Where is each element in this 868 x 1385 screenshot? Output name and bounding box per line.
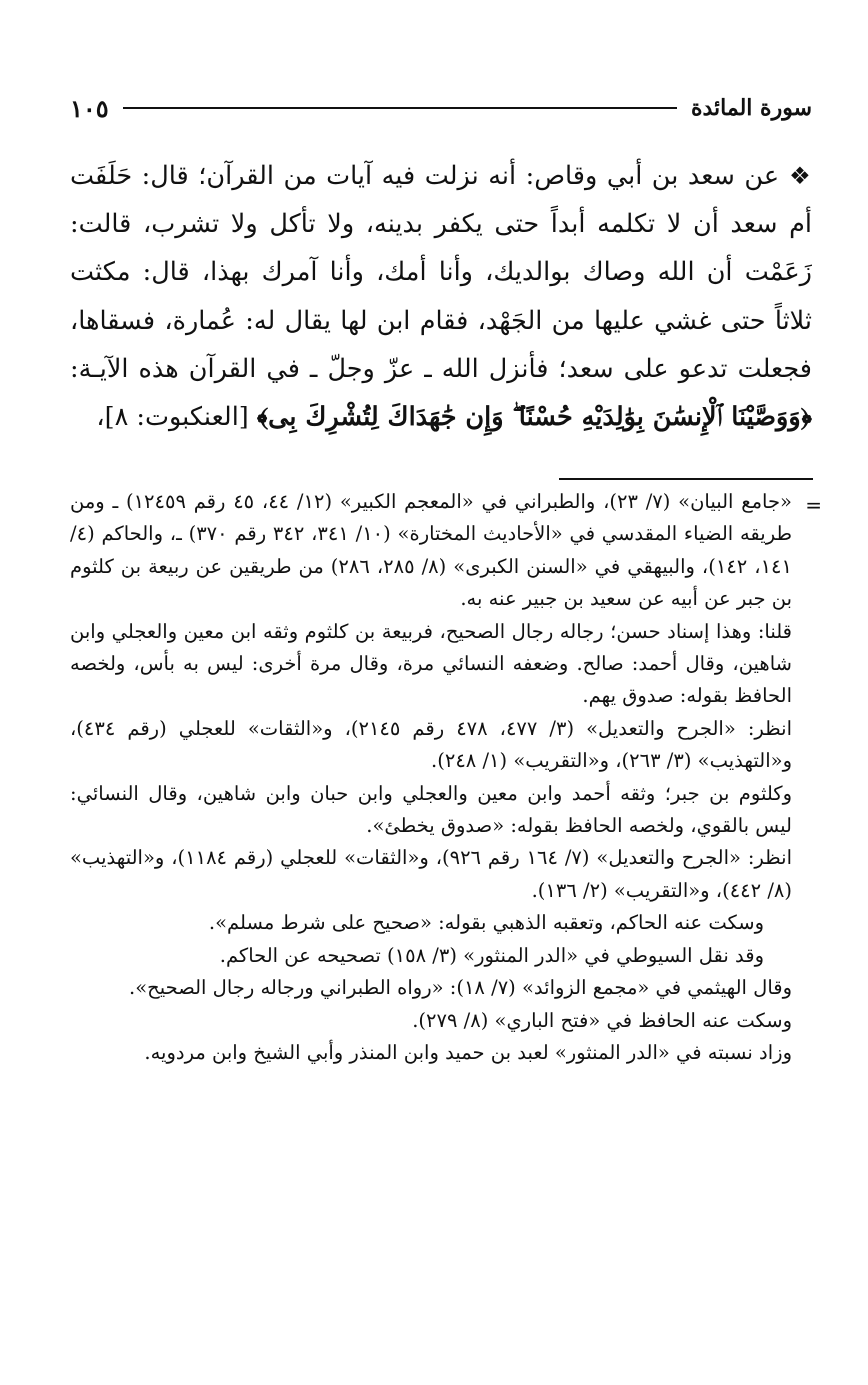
quran-verse: ﴿وَوَصَّيْنَا ٱلْإِنسَٰنَ بِوَٰلِدَيْهِ حُسْنًا ۖ وَإِن جَٰهَدَاكَ لِتُشْرِكَ بِى﴾ — [256, 402, 812, 433]
footnote-paragraph: وقد نقل السيوطي في «الدر المنثور» (٣/ ١٥٨) تصحيحه عن الحاكم. — [219, 943, 764, 967]
footnote-paragraph: انظر: «الجرح والتعديل» (٧/ ١٦٤ رقم ٩٢٦)، و«الثقات» للعجلي (رقم ١١٨٤)، و«التهذيب» (٨/ ٤٤٢)، و«التقريب» (٢/ ١٣٦). — [70, 846, 793, 902]
footnote-paragraph: قلنا: وهذا إسناد حسن؛ رجاله رجال الصحيح، فربيعة بن كلثوم وثقه ابن معين والعجلي وابن شاهين، وقال أحمد: صالح. وضعفه النسائي مرة، وقال مرة أخرى: ليس به بأس، ولخصه الحافظ بقوله: صدوق يهم. — [70, 619, 792, 708]
footnote-separator — [559, 478, 813, 480]
footnote-paragraph: وسكت عنه الحاكم، وتعقبه الذهبي بقوله: «صحيح على شرط مسلم». — [208, 911, 764, 935]
footnote-paragraph: وزاد نسبته في «الدر المنثور» لعبد بن حميد وابن المنذر وأبي الشيخ وابن مردويه. — [144, 1040, 792, 1064]
footnotes — [70, 486, 792, 1069]
footnote-paragraph: وسكت عنه الحافظ في «فتح الباري» (٨/ ٢٧٩). — [412, 1008, 792, 1032]
header-rule — [123, 107, 677, 109]
continuation-mark: = — [805, 493, 822, 517]
verse-citation: [العنكبوت: ٨]، — [96, 402, 249, 433]
footnote-paragraph: انظر: «الجرح والتعديل» (٣/ ٤٧٧، ٤٧٨ رقم ٢١٤٥)، و«الثقات» للعجلي (رقم ٤٣٤)، و«التهذيب» (٣/ ٢٦٣)، و«التقريب» (١/ ٢٤٨). — [70, 716, 792, 773]
ornament-icon: ❖ — [789, 162, 813, 190]
running-header — [70, 88, 812, 128]
main-text — [70, 152, 812, 441]
footnote-paragraph: وكلثوم بن جبر؛ وثقه أحمد وابن معين والعجلي وابن حبان وابن شاهين، وقال النسائي: ليس بالقوي، ولخصه الحافظ بقوله: «صدوق يخطئ». — [70, 781, 792, 838]
main-paragraph: عن سعد بن أبي وقاص: أنه نزلت فيه آيات من القرآن؛ قال: حَلَفَت أم سعد أن لا تكلمه أبداً حتى يكفر بدينه، ولا تأكل ولا تشرب، قالت: زَعَمْت أن الله وصاك بوالديك، وأنا أمك، وأنا آمرك بهذا، قال: مكثت ثلاثاً حتى غشي عليها من الجَهْد، فقام ابن لها يقال له: عُمارة، فسقاها، فجعلت تدعو على سعد؛ فأنزل الله ـ عزّ وجلّ ـ في القرآن هذه الآيـة: — [70, 161, 813, 384]
surah-title: سورة المائدة — [690, 95, 812, 121]
footnote-paragraph: «جامع البيان» (٧/ ٢٣)، والطبراني في «المعجم الكبير» (١٢/ ٤٤، ٤٥ رقم ١٢٤٥٩) ـ ومن طريقه الضياء المقدسي في «الأحاديث المختارة» (١٠/ ٣٤١، ٣٤٢ رقم ٣٧٠) ـ، والحاكم (٤/ ١٤١، ١٤٢)، والبيهقي في «السنن الكبرى» (٨/ ٢٨٥، ٢٨٦) من طريقين عن ربيعة بن كلثوم بن جبر عن أبيه عن سعيد بن جبير عنه به. — [70, 490, 792, 611]
footnote-paragraph: وقال الهيثمي في «مجمع الزوائد» (٧/ ١٨): «رواه الطبراني ورجاله رجال الصحيح». — [129, 976, 792, 1000]
page-number: ١٠٥ — [70, 93, 109, 123]
